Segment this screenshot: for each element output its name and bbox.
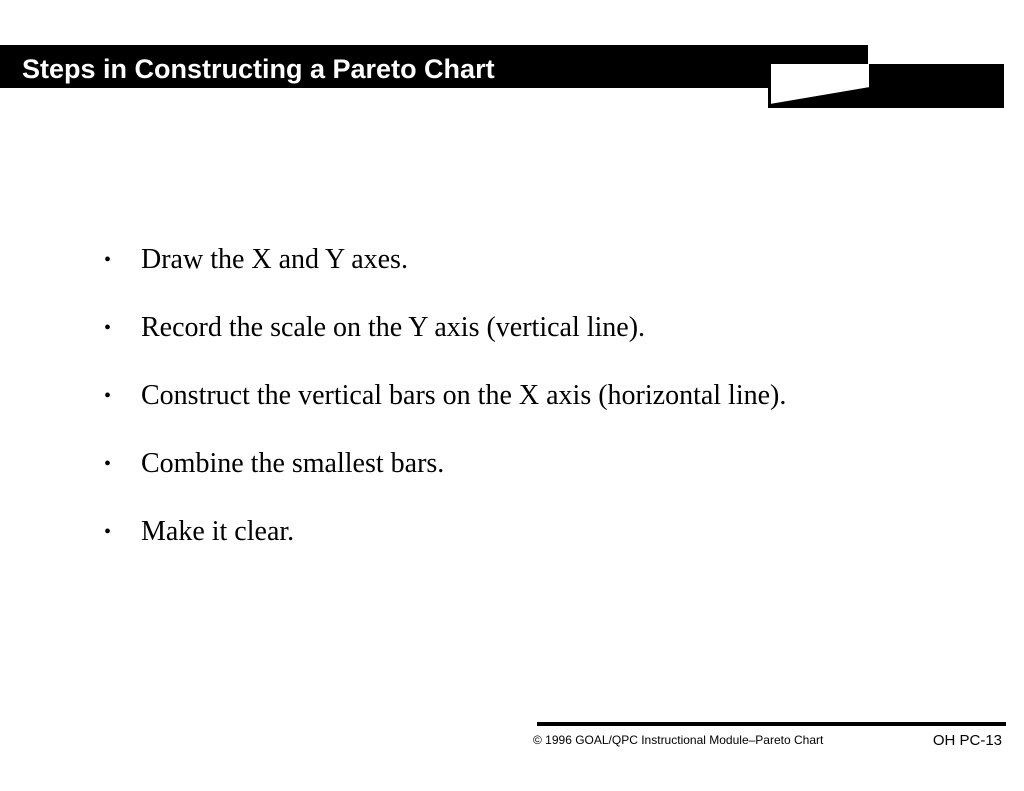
slide-title: Steps in Constructing a Pareto Chart <box>22 54 495 84</box>
bullet-text: Combine the smallest bars. <box>141 448 445 479</box>
title-decoration <box>768 64 1004 108</box>
bullet-dot: • <box>104 317 112 339</box>
bullet-dot: • <box>104 453 112 475</box>
bullet-dot: • <box>104 385 112 407</box>
footer-copyright: © 1996 GOAL/QPC Instructional Module–Pareto Chart <box>533 733 824 747</box>
bullet-dot: • <box>104 521 112 543</box>
bullet-text: Record the scale on the Y axis (vertical line). <box>141 312 646 343</box>
footer-rule <box>537 722 1006 726</box>
bullet-text: Make it clear. <box>141 516 295 547</box>
bullet-text: Construct the vertical bars on the X axis (horizontal line). <box>141 380 787 411</box>
bullet-dot: • <box>104 249 112 271</box>
footer-page-ref: OH PC-13 <box>932 732 1002 749</box>
bullet-text: Draw the X and Y axes. <box>141 244 408 275</box>
